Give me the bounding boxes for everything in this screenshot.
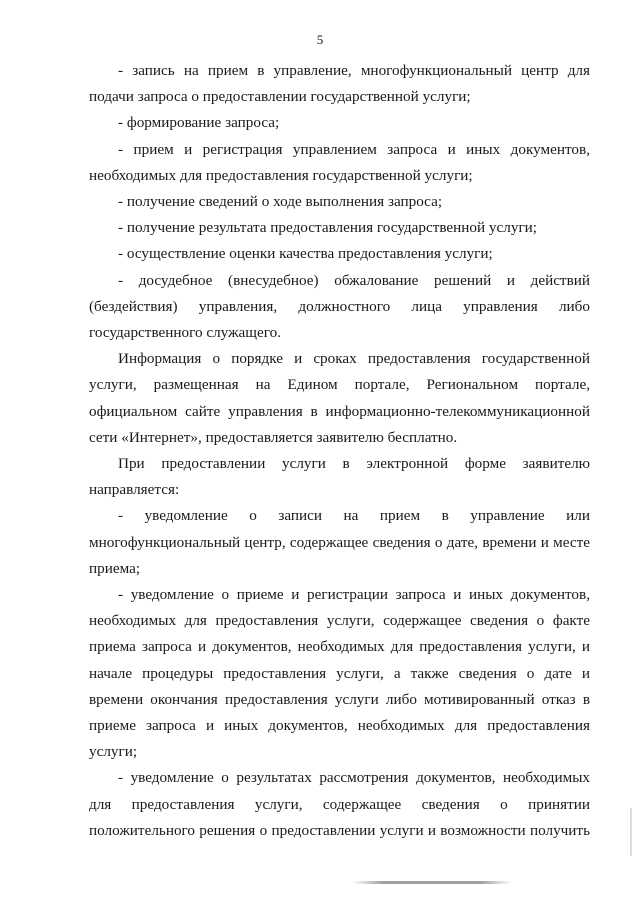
- scan-artifact-line: [352, 881, 512, 884]
- paragraph-request-forming: - формирование запроса;: [118, 114, 280, 132]
- paragraph-appeal: - досудебное (внесудебное) обжалование решений и действий (бездействия) управления, должностного лица управления либо государственного служащего.: [89, 271, 590, 342]
- paragraph-registration-notice: - уведомление о приеме и регистрации запроса и иных документов, необходимых для предоставления услуги, содержащее сведения о факте приема запроса и документов, необходимых для предоставления услуги, и начале процедуры предоставления услуги, а также сведения о дате и времени окончания предоставления услуги либо мотивированный отказ в приеме запроса и иных документов, необходимых для предоставления услуги;: [89, 586, 590, 761]
- paragraph-status-info: - получение сведений о ходе выполнения запроса;: [118, 193, 443, 211]
- paragraph-appointment: - запись на прием в управление, многофункциональный центр для подачи запроса о предоставлении государственной услуги;: [89, 62, 590, 106]
- paragraph-quality-evaluation: - осуществление оценки качества предоставления услуги;: [118, 245, 493, 263]
- scan-artifact-edge: [630, 808, 632, 856]
- paragraph-result-receipt: - получение результата предоставления государственной услуги;: [118, 219, 538, 237]
- paragraph-electronic-form: При предоставлении услуги в электронной форме заявителю направляется:: [89, 455, 590, 499]
- paragraph-results-notice: - уведомление о результатах рассмотрения документов, необходимых для предоставления услуги, содержащее сведения о принятии положительного решения о предоставлении услуги и возможности получить: [89, 769, 590, 839]
- paragraph-appointment-notice: - уведомление о записи на прием в управление или многофункциональный центр, содержащее сведения о дате, времени и месте приема;: [89, 507, 590, 577]
- document-body: [89, 58, 590, 844]
- paragraph-information-free: Информация о порядке и сроках предоставления государственной услуги, размещенная на Едином портале, Региональном портале, официальном сайте управления в информационно-телекоммуникационной сети «Интернет», предоставляется заявителю бесплатно.: [89, 350, 590, 446]
- paragraph-request-registration: - прием и регистрация управлением запроса и иных документов, необходимых для предоставления государственной услуги;: [89, 140, 590, 184]
- page-number: 5: [316, 32, 324, 47]
